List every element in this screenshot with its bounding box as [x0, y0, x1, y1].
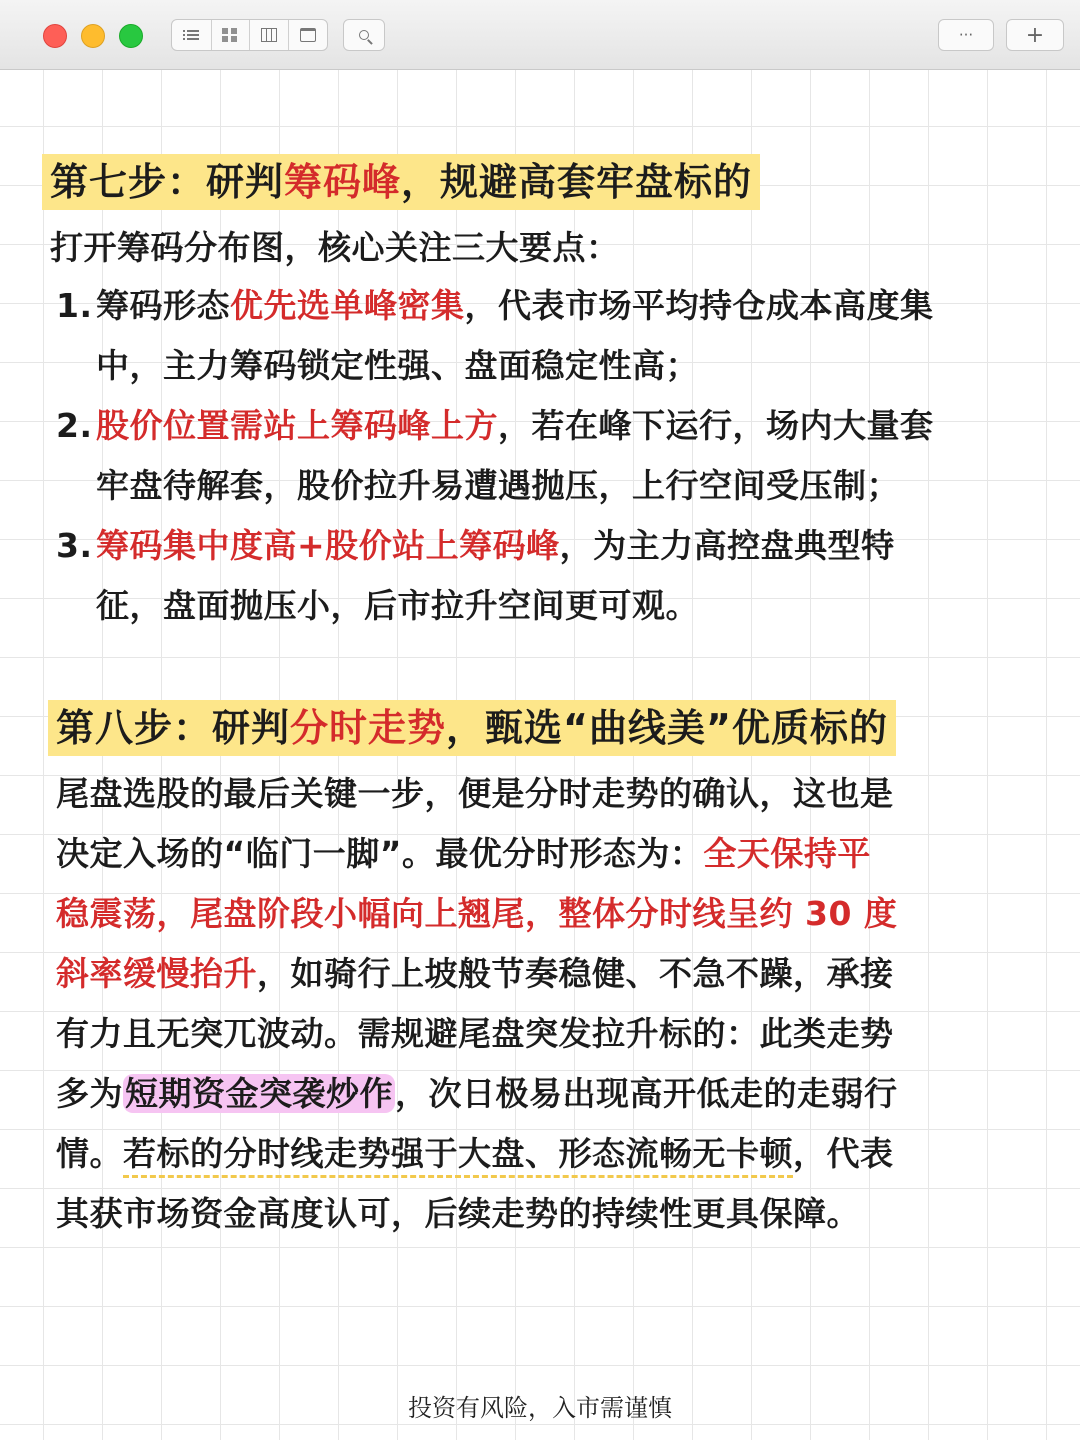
section7-intro: 打开筹码分布图，核心关注三大要点： [50, 228, 620, 267]
footer-disclaimer: 投资有风险，入市需谨慎 [408, 1394, 672, 1422]
section8-line4-highlight: 斜率缓慢抬升 [56, 954, 257, 993]
section8-line6-text-b: ，次日极易出现高开低走的走弱行 [395, 1074, 898, 1113]
section7-item1 [56, 276, 934, 396]
item3-number: 3. [56, 526, 93, 565]
window-titlebar [0, 0, 1080, 70]
section8-heading-highlight: 分时走势 [290, 706, 447, 750]
item1-text-a: 筹码形态 [96, 286, 230, 325]
section8-line6-pink-highlight: 短期资金突袭炒作 [125, 1074, 393, 1113]
section7-heading-prefix: 第七步：研判 [50, 160, 285, 204]
zoom-window-button[interactable] [119, 24, 143, 48]
grid-icon [222, 28, 238, 42]
grid-view-button[interactable] [211, 20, 250, 50]
section8-heading-prefix: 第八步：研判 [56, 706, 291, 750]
more-button[interactable]: ··· [958, 26, 974, 44]
item3-text-a: ，为主力高控盘典型特 [559, 526, 895, 565]
item2-highlight: 股价位置需站上筹码峰上方 [96, 406, 498, 445]
item1-number: 1. [56, 286, 93, 325]
item2-text-a: ，若在峰下运行，场内大量套 [498, 406, 934, 445]
section8-body [56, 764, 898, 1244]
section8-line8: 其获市场资金高度认可，后续走势的持续性更具保障。 [56, 1194, 860, 1233]
section8-line5: 有力且无突兀波动。需规避尾盘突发拉升标的：此类走势 [56, 1014, 894, 1053]
item1-text-c: 中，主力筹码锁定性强、盘面稳定性高； [96, 346, 699, 385]
calendar-view-button[interactable] [288, 20, 328, 50]
section7-heading [42, 154, 760, 210]
list-icon [183, 28, 199, 42]
item3-text-b: 征，盘面抛压小，后市拉升空间更可观。 [96, 586, 699, 625]
map-icon [261, 28, 277, 42]
section8-line6-text-a: 多为 [56, 1074, 123, 1113]
add-group [1006, 19, 1064, 51]
minimize-window-button[interactable] [81, 24, 105, 48]
item2-number: 2. [56, 406, 93, 445]
calendar-icon [300, 28, 316, 42]
section8-line7-text-b: ，代表 [793, 1134, 894, 1173]
section8-line7-dashed-underline: 若标的分时线走势强于大盘、形态流畅无卡顿 [123, 1134, 793, 1173]
section7-heading-highlight: 筹码峰 [284, 160, 402, 204]
list-view-button[interactable] [172, 20, 211, 50]
add-button[interactable]: + [1025, 22, 1045, 48]
section8-line2-text: 决定入场的“临门一脚”。最优分时形态为： [56, 834, 704, 873]
section7-heading-suffix: ，规避高套牢盘标的 [401, 160, 753, 204]
search-group [343, 19, 385, 51]
section7-item2 [56, 396, 934, 516]
item2-text-b: 牢盘待解套，股价拉升易遭遇抛压，上行空间受压制； [96, 466, 900, 505]
section7-item3 [56, 516, 895, 636]
section8-line3-highlight: 稳震荡，尾盘阶段小幅向上翘尾，整体分时线呈约 30 度 [56, 894, 898, 933]
item3-highlight: 筹码集中度高+股价站上筹码峰 [96, 526, 560, 565]
section8-heading-suffix: ，甄选“曲线美”优质标的 [446, 706, 888, 750]
more-group [938, 19, 994, 51]
item1-highlight: 优先选单峰密集 [230, 286, 465, 325]
section8-line4-text: ，如骑行上坡般节奏稳健、不急不躁，承接 [257, 954, 894, 993]
search-icon [359, 30, 369, 40]
item1-text-b: ，代表市场平均持仓成本高度集 [464, 286, 934, 325]
view-switcher [171, 19, 328, 51]
section8-line2-highlight: 全天保持平 [703, 834, 871, 873]
search-button[interactable] [344, 20, 384, 50]
close-window-button[interactable] [43, 24, 67, 48]
section8-line7-text-a: 情。 [56, 1134, 123, 1173]
section8-heading [48, 700, 896, 756]
section8-line1: 尾盘选股的最后关键一步，便是分时走势的确认，这也是 [56, 774, 894, 813]
map-view-button[interactable] [249, 20, 288, 50]
